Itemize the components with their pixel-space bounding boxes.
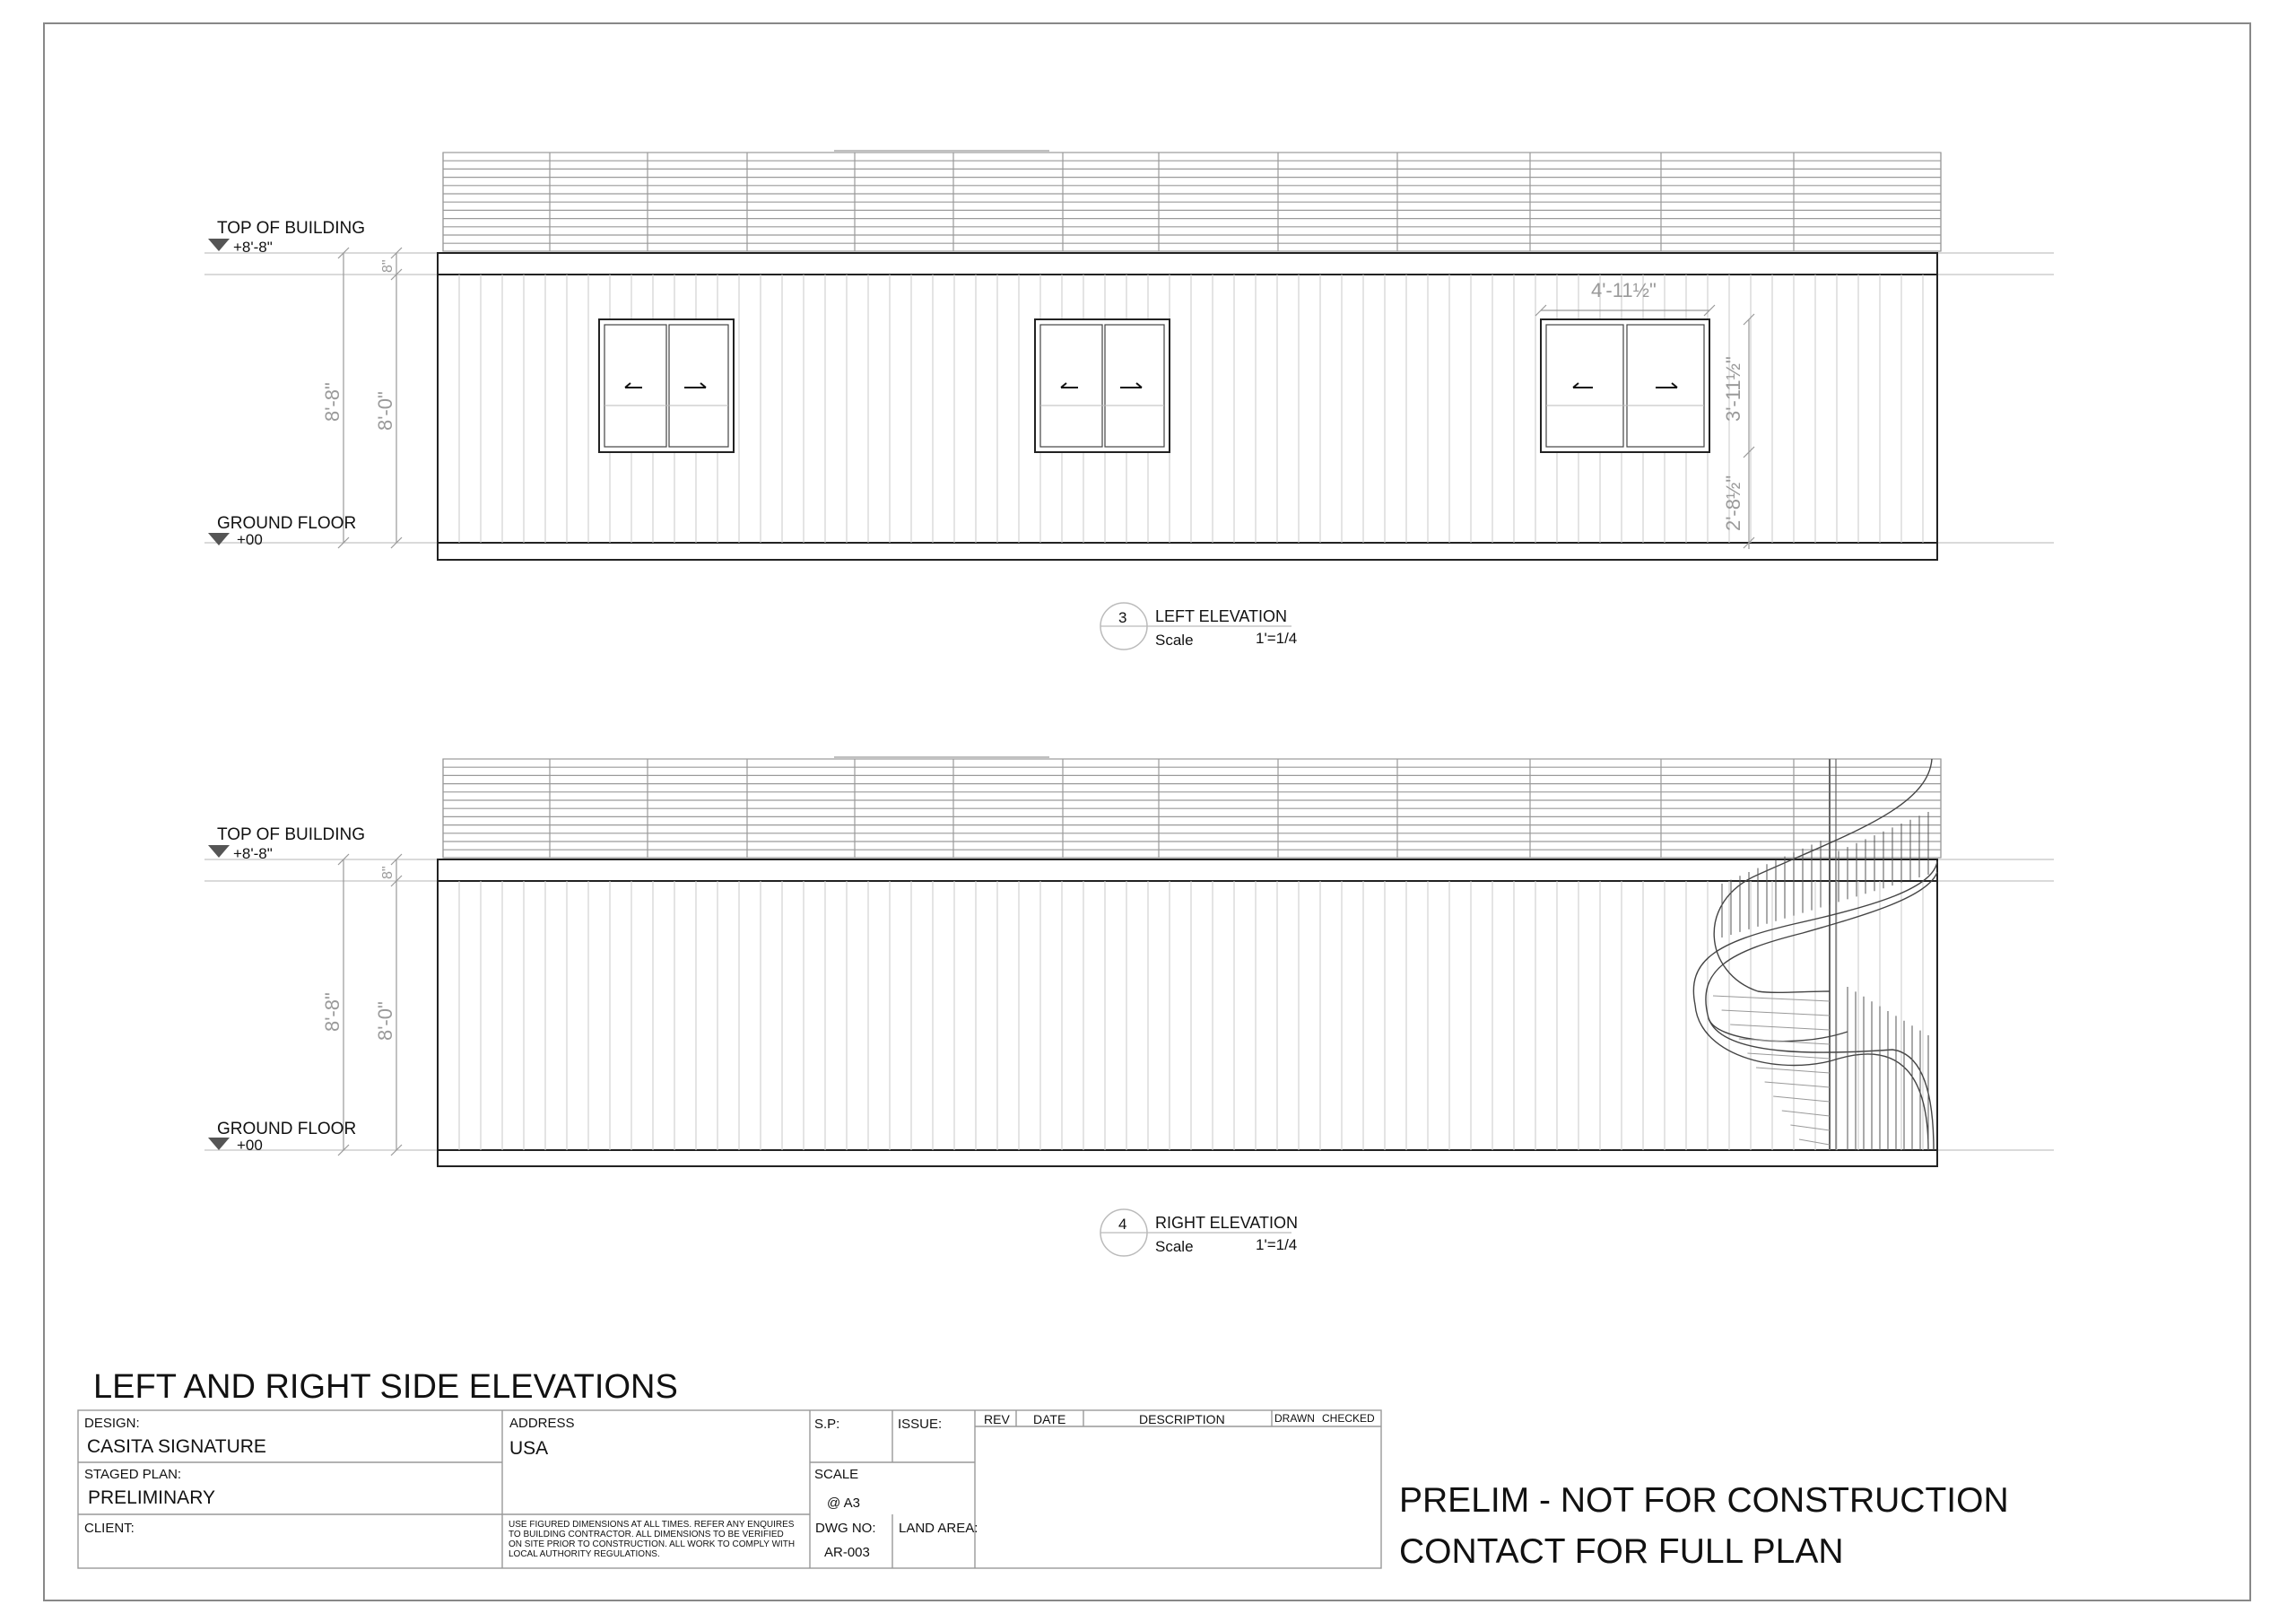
top-level-value: +8'-8"	[233, 239, 273, 256]
top-level-value: +8'-8"	[233, 845, 273, 862]
note-line: USE FIGURED DIMENSIONS AT ALL TIMES. REFER ANY ENQUIRES	[509, 1520, 795, 1530]
view-scale-label: Scale	[1155, 1238, 1194, 1255]
view-scale-value: 1'=1/4	[1256, 630, 1298, 647]
description-header: DESCRIPTION	[1139, 1412, 1225, 1426]
level-marker-icon	[208, 845, 230, 858]
address-label: ADDRESS	[509, 1416, 575, 1431]
sheet-title: LEFT AND RIGHT SIDE ELEVATIONS	[93, 1368, 678, 1406]
wall-cladding	[438, 859, 1937, 1166]
contact-notice: CONTACT FOR FULL PLAN	[1399, 1532, 1844, 1571]
rev-header: REV	[984, 1412, 1010, 1426]
roof-railing	[443, 151, 1941, 251]
note-line: LOCAL AUTHORITY REGULATIONS.	[509, 1549, 660, 1559]
sp-label: S.P:	[814, 1417, 840, 1432]
left-elevation	[204, 151, 2054, 650]
ground-level-value: +00	[237, 531, 263, 548]
prelim-notice: PRELIM - NOT FOR CONSTRUCTION	[1399, 1481, 2009, 1520]
note-line: ON SITE PRIOR TO CONSTRUCTION. ALL WORK TO COMPLY WITH	[509, 1539, 796, 1549]
staged-value: PRELIMINARY	[88, 1487, 215, 1508]
right-elevation	[204, 757, 2054, 1256]
wall-height-dim: 8'-0"	[374, 1001, 396, 1041]
view-scale-value: 1'=1/4	[1256, 1236, 1298, 1253]
wall-height-dim: 8'-0"	[374, 391, 396, 431]
design-label: DESIGN:	[84, 1416, 140, 1431]
checked-header: CHECKED	[1322, 1412, 1375, 1425]
dwg-value: AR-003	[824, 1545, 870, 1560]
parapet-dim: 8"	[380, 259, 396, 273]
note-line: TO BUILDING CONTRACTOR. ALL DIMENSIONS TO BE VERIFIED	[509, 1530, 784, 1539]
client-label: CLIENT:	[84, 1521, 135, 1536]
overall-height-dim: 8'-8"	[321, 382, 344, 422]
view-number: 3	[1118, 609, 1127, 626]
view-title: RIGHT ELEVATION	[1155, 1214, 1299, 1232]
scale-value: @ A3	[827, 1496, 860, 1511]
window	[1541, 319, 1709, 452]
view-title: LEFT ELEVATION	[1155, 607, 1288, 625]
ground-level-value: +00	[237, 1137, 263, 1154]
roof-railing	[443, 757, 1941, 858]
date-header: DATE	[1033, 1412, 1066, 1426]
parapet-dim: 8"	[380, 866, 396, 879]
land-area-label: LAND AREA:	[899, 1521, 978, 1536]
level-marker-icon	[208, 1138, 230, 1150]
top-level-label: TOP OF BUILDING	[217, 825, 366, 844]
window-width-dim: 4'-11½"	[1591, 279, 1657, 301]
view-number: 4	[1118, 1216, 1127, 1233]
view-scale-label: Scale	[1155, 632, 1194, 649]
scale-label: SCALE	[814, 1467, 859, 1482]
staged-label: STAGED PLAN:	[84, 1467, 182, 1482]
window	[1035, 319, 1170, 452]
ground-level-label: GROUND FLOOR	[217, 1120, 357, 1138]
sill-height-dim: 2'-8½"	[1722, 475, 1744, 531]
window-height-dim: 3'-11½"	[1722, 356, 1744, 422]
overall-height-dim: 8'-8"	[321, 992, 344, 1032]
drawn-header: DRAWN	[1274, 1412, 1315, 1425]
issue-label: ISSUE:	[898, 1417, 943, 1432]
window	[599, 319, 734, 452]
ground-level-label: GROUND FLOOR	[217, 514, 357, 533]
address-value: USA	[509, 1438, 549, 1459]
level-marker-icon	[208, 239, 230, 251]
top-level-label: TOP OF BUILDING	[217, 219, 366, 238]
design-value: CASITA SIGNATURE	[87, 1436, 266, 1457]
level-marker-icon	[208, 533, 230, 545]
dwg-label: DWG NO:	[815, 1521, 876, 1536]
